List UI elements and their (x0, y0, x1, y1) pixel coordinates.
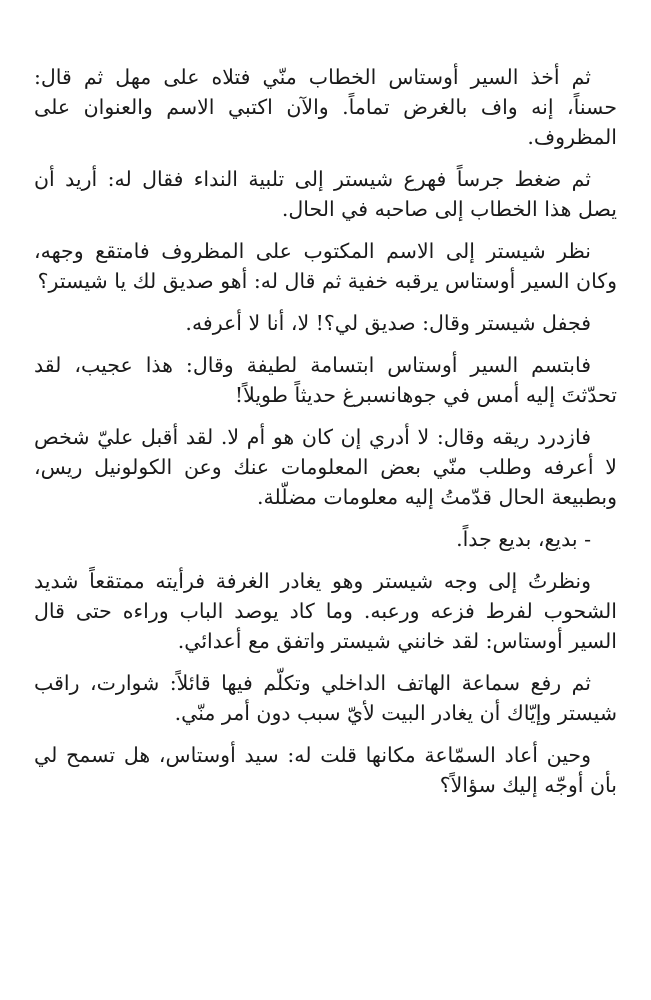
paragraph-6: فازدرد ريقه وقال: لا أدري إن كان هو أم لا. لقد أقبل عليّ شخص لا أعرفه وطلب منّي بعض المعلومات عنك وعن الكولونيل ريس، وبطبيعة الحال قدّمتُ إليه معلومات مضلّلة. (34, 425, 617, 509)
paragraph-10: وحين أعاد السمّاعة مكانها قلت له: سيد أوستاس، هل تسمح لي بأن أوجّه إليك سؤالاً؟ (34, 743, 617, 797)
paragraph-3: نظر شيستر إلى الاسم المكتوب على المظروف فامتقع وجهه، وكان السير أوستاس يرقبه خفية ثم قال له: أهو صديق لك يا شيستر؟ (34, 239, 617, 293)
paragraph-2: ثم ضغط جرساً فهرع شيستر إلى تلبية النداء فقال له: أريد أن يصل هذا الخطاب إلى صاحبه في الحال. (34, 167, 617, 221)
paragraph-5: فابتسم السير أوستاس ابتسامة لطيفة وقال: هذا عجيب، لقد تحدّثتَ إليه أمس في جوهانسبرغ حديثاً طويلاً! (34, 353, 617, 407)
paragraph-8: ونظرتُ إلى وجه شيستر وهو يغادر الغرفة فرأيته ممتقعاً شديد الشحوب لفرط فزعه ورعبه. وما كاد يوصد الباب وراءه حتى قال السير أوستاس: لقد خانني شيستر واتفق مع أعدائي. (34, 569, 617, 653)
paragraph-7: - بديع، بديع جداً. (456, 527, 591, 551)
paragraph-1: ثم أخذ السير أوستاس الخطاب منّي فتلاه على مهل ثم قال: حسناً، إنه واف بالغرض تماماً. والآن اكتبي الاسم والعنوان على المظروف. (34, 65, 617, 149)
paragraph-4: فجفل شيستر وقال: صديق لي؟! لا، أنا لا أعرفه. (185, 311, 591, 335)
paragraph-9: ثم رفع سماعة الهاتف الداخلي وتكلّم فيها قائلاً: شوارت، راقب شيستر وإيّاك أن يغادر البيت لأيّ سبب دون أمر منّي. (34, 671, 617, 725)
